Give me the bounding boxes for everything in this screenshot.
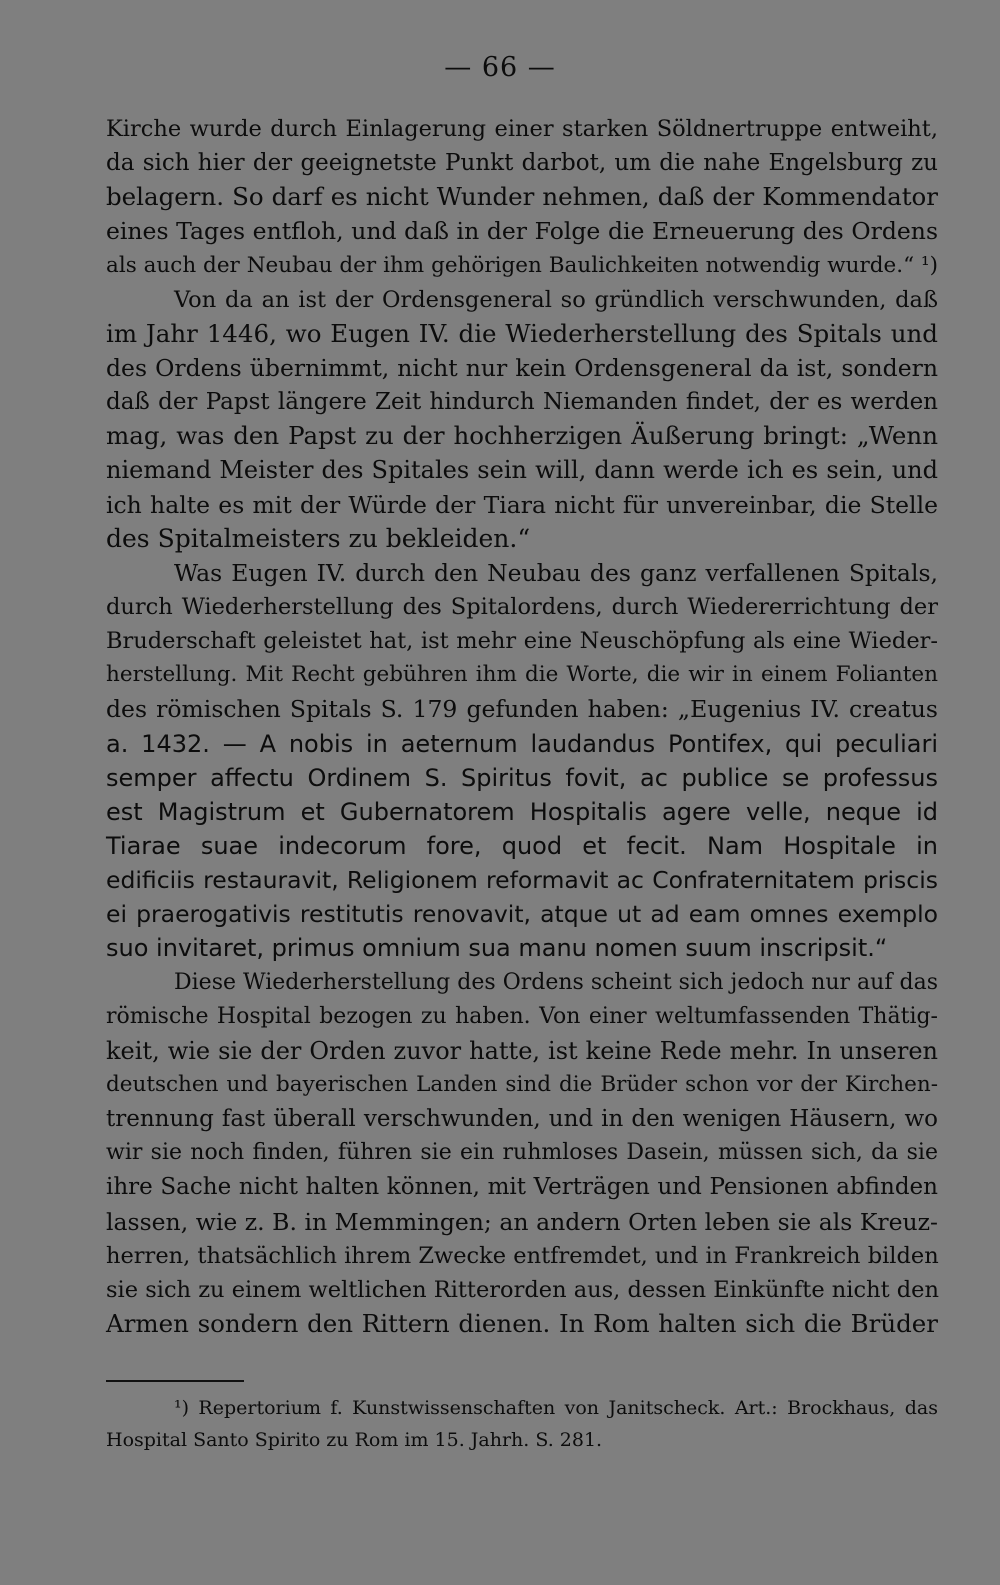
latin-quote-line: a. 1432. — A nobis in aeternum laudandus Pontifex, qui peculiari <box>106 729 938 758</box>
text-line: trennung fast überall verschwunden, und in den wenigen Häusern, wo <box>106 1106 938 1133</box>
footnotes <box>106 1392 938 1456</box>
text-line: Was Eugen IV. durch den Neubau des ganz verfallenen Spitals, <box>174 558 938 587</box>
text-line: als auch der Neubau der ihm gehörigen Baulichkeiten notwendig wurde.“ ¹) <box>106 252 938 278</box>
text-line: keit, wie sie der Orden zuvor hatte, ist keine Rede mehr. In unseren <box>106 1036 938 1065</box>
body-text <box>106 112 938 1341</box>
text-line: Armen sondern den Rittern dienen. In Rom halten sich die Brüder <box>106 1308 938 1338</box>
text-line: lassen, wie z. B. in Memmingen; an andern Orten leben sie als Kreuz- <box>106 1207 938 1236</box>
text-line: herstellung. Mit Recht gebühren ihm die Worte, die wir in einem Folianten <box>106 662 938 688</box>
text-line: ich halte es mit der Würde der Tiara nicht für unvereinbar, die Stelle <box>106 490 938 519</box>
text-line: ihre Sache nicht halten können, mit Verträgen und Pensionen abfinden <box>106 1174 938 1201</box>
page-number: — 66 — <box>444 52 556 83</box>
footnote-divider <box>106 1380 244 1382</box>
text-line: Kirche wurde durch Einlagerung einer starken Söldnertruppe entweiht, <box>106 116 938 142</box>
text-line: deutschen und bayerischen Landen sind die Brüder schon vor der Kirchen- <box>106 1071 938 1097</box>
latin-quote-line: suo invitaret, primus omnium sua manu nomen suum inscripsit.“ <box>106 934 888 963</box>
text-line: Bruderschaft geleistet hat, ist mehr eine Neuschöpfung als eine Wieder- <box>106 628 938 655</box>
text-line: Diese Wiederherstellung des Ordens scheint sich jedoch nur auf das <box>174 969 938 995</box>
text-line: eines Tages entfloh, und daß in der Folge die Erneuerung des Ordens <box>106 217 938 246</box>
text-line: sie sich zu einem weltlichen Ritterorden aus, dessen Einkünfte nicht den <box>106 1276 939 1303</box>
text-line: herren, thatsächlich ihrem Zwecke entfremdet, und in Frankreich bilden <box>106 1242 939 1269</box>
text-line: daß der Papst längere Zeit hindurch Niemanden findet, der es werden <box>106 389 938 416</box>
text-line: im Jahr 1446, wo Eugen IV. die Wiederherstellung des Spitals und <box>106 318 938 348</box>
text-line: durch Wiederherstellung des Spitalordens, durch Wiedererrichtung der <box>106 593 938 620</box>
latin-quote-line: semper affectu Ordinem S. Spiritus fovit, ac publice se professus <box>106 763 938 792</box>
text-line: Von da an ist der Ordensgeneral so gründlich verschwunden, daß <box>174 286 938 313</box>
text-line: niemand Meister des Spitales sein will, dann werde ich es sein, und <box>106 456 938 485</box>
text-line: wir sie noch finden, führen sie ein ruhmloses Dasein, müssen sich, da sie <box>106 1140 938 1166</box>
footnote-line: Hospital Santo Spirito zu Rom im 15. Jahrh. S. 281. <box>106 1429 603 1451</box>
latin-quote-line: Tiarae suae indecorum fore, quod et fecit. Nam Hospitale in <box>106 831 938 860</box>
text-line: da sich hier der geeignetste Punkt darbot, um die nahe Engelsburg zu <box>106 150 938 177</box>
text-line: belagern. So darf es nicht Wunder nehmen, daß der Kommendator <box>106 182 938 212</box>
text-line: des Ordens übernimmt, nicht nur kein Ordensgeneral da ist, sondern <box>106 353 938 382</box>
text-line: des römischen Spitals S. 179 gefunden haben: „Eugenius IV. creatus <box>106 695 938 724</box>
text-line: des Spitalmeisters zu bekleiden.“ <box>106 523 531 553</box>
latin-quote-line: edificiis restauravit, Religionem reformavit ac Confraternitatem priscis <box>106 866 938 895</box>
latin-quote-line: ei praerogativis restitutis renovavit, atque ut ad eam omnes exemplo <box>106 900 938 929</box>
footnote-line: ¹) Repertorium f. Kunstwissenschaften von Janitscheck. Art.: Brockhaus, das <box>174 1397 938 1419</box>
text-line: römische Hospital bezogen zu haben. Von einer weltumfassenden Thätig- <box>106 1003 938 1029</box>
text-line: mag, was den Papst zu der hochherzigen Äußerung bringt: „Wenn <box>106 421 938 451</box>
latin-quote-line: est Magistrum et Gubernatorem Hospitalis agere velle, neque id <box>106 797 938 826</box>
